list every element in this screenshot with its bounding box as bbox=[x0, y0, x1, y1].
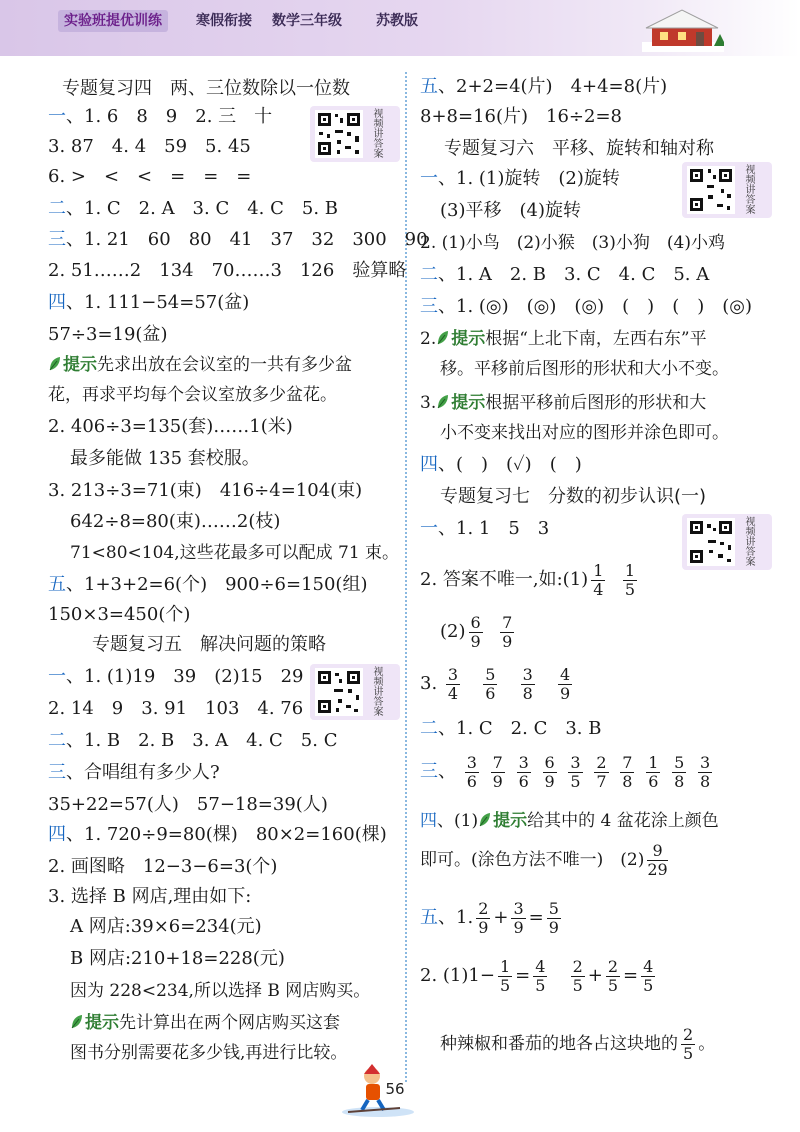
tip-leaf-icon bbox=[436, 330, 450, 346]
answer-line: 种辣椒和番茄的地各占这块地的 bbox=[440, 1034, 678, 1054]
q-num-3: 三 bbox=[420, 296, 438, 317]
answer-line: 、1. A 2. B 3. C 4. C 5. A bbox=[438, 264, 710, 285]
series-brand: 实验班提优训练 bbox=[58, 10, 168, 32]
q-num-5: 五 bbox=[420, 76, 438, 97]
answer-line: A 网店:39×6=234(元) bbox=[70, 916, 262, 937]
q-num-3: 三 bbox=[48, 229, 66, 250]
tip-text: 给其中的 4 盆花涂上颜色 bbox=[527, 811, 719, 831]
answer-line: 2. 画图略 12−3−6=3(个) bbox=[48, 856, 278, 877]
qr-caption: 视频讲答案 bbox=[371, 666, 382, 716]
qr-code-video-answer[interactable] bbox=[310, 664, 400, 720]
answer-line: (3)平移 (4)旋转 bbox=[440, 200, 581, 221]
fraction: $\frac{2}{9}$ bbox=[478, 898, 489, 937]
answer-line: 642÷8=80(束)……2(枝) bbox=[70, 511, 281, 532]
tip-leaf-icon bbox=[478, 812, 492, 828]
q-num-5: 五 bbox=[48, 574, 66, 595]
fraction: $\frac{1}{6}$ bbox=[648, 752, 659, 791]
fraction: $\frac{3}{5}$ bbox=[570, 752, 581, 791]
section-title-7: 专题复习七 分数的初步认识(一) bbox=[440, 486, 707, 507]
fraction: $\frac{3}{8}$ bbox=[700, 752, 711, 791]
q-num-4: 四 bbox=[48, 824, 66, 845]
series-label: 寒假衔接 bbox=[196, 13, 252, 29]
answer-line: 即可。(涂色方法不唯一) (2) bbox=[420, 850, 645, 870]
answer-line: 、1. 21 60 80 41 37 32 300 90 bbox=[66, 229, 428, 250]
column-divider bbox=[405, 72, 407, 1082]
fraction: $\frac{2}{5}$ bbox=[683, 1025, 694, 1063]
answer-line: 、1. (◎) (◎) (◎) ( ) ( ) (◎) bbox=[438, 296, 752, 317]
answer-line: 、1. (1)旋转 (2)旋转 bbox=[438, 168, 620, 189]
answer-line: 、1+3+2=6(个) 900÷6=150(组) bbox=[66, 574, 368, 595]
fraction: $\frac{1}{5}$ bbox=[624, 560, 636, 599]
fraction: $\frac{5}{6}$ bbox=[485, 664, 496, 703]
qr-code-icon bbox=[315, 668, 363, 716]
q-num-3: 三 bbox=[48, 762, 66, 783]
fraction: $\frac{7}{9}$ bbox=[492, 752, 503, 791]
answer-line: 71<80<104,这些花最多可以配成 71 束。 bbox=[70, 543, 400, 563]
answer-line: 150×3=450(个) bbox=[48, 604, 191, 625]
qr-caption: 视频讲答案 bbox=[743, 516, 754, 566]
fraction: $\frac{7}{8}$ bbox=[622, 752, 633, 791]
qr-code-icon bbox=[315, 110, 363, 158]
answer-line: 、1. 720÷9=80(棵) 80×2=160(棵) bbox=[66, 824, 387, 845]
tip-label: 提示 bbox=[63, 355, 97, 375]
fraction: $\frac{4}{5}$ bbox=[643, 956, 654, 995]
q-num-1: 一 bbox=[48, 106, 66, 127]
answer-line: 2. bbox=[420, 329, 437, 349]
fraction: $\frac{5}{9}$ bbox=[548, 898, 559, 937]
fraction: $\frac{3}{4}$ bbox=[447, 664, 459, 703]
answer-line: 3. bbox=[420, 393, 437, 413]
tip-text: 花，再求平均每个会议室放多少盆花。 bbox=[48, 385, 337, 405]
answer-line: 、1. 6 8 9 2. 三 十 bbox=[66, 106, 273, 127]
fraction: $\frac{6}{9}$ bbox=[544, 752, 555, 791]
subject-label: 数学三年级 bbox=[272, 13, 342, 29]
answer-line: 、1. C 2. C 3. B bbox=[438, 718, 602, 739]
fraction: $\frac{4}{5}$ bbox=[535, 956, 546, 995]
answer-line: B 网店:210+18=228(元) bbox=[70, 948, 285, 969]
answer-line: 、1. 1 5 3 bbox=[438, 518, 550, 539]
page-number: 56 bbox=[385, 1080, 405, 1098]
answer-line: 2. (1)1− bbox=[420, 965, 495, 986]
section-title-6: 专题复习六 平移、旋转和轴对称 bbox=[444, 138, 714, 159]
section-title-4: 专题复习四 两、三位数除以一位数 bbox=[62, 78, 350, 99]
q-num-1: 一 bbox=[48, 666, 66, 687]
answer-line: 、(1) bbox=[437, 811, 479, 831]
fraction: $\frac{3}{8}$ bbox=[522, 664, 533, 703]
page-header bbox=[0, 0, 800, 56]
qr-code-video-answer[interactable] bbox=[682, 162, 772, 218]
answer-line: 3. bbox=[420, 673, 438, 694]
fraction: $\frac{5}{8}$ bbox=[674, 752, 685, 791]
fraction: $\frac{2}{5}$ bbox=[607, 956, 619, 995]
fraction: $\frac{3}{6}$ bbox=[466, 752, 477, 791]
answer-line: 、 bbox=[438, 761, 456, 782]
tip-text: 图书分别需要花多少钱,再进行比较。 bbox=[70, 1043, 348, 1063]
tip-label: 提示 bbox=[493, 811, 528, 831]
answer-line: 、( ) (✓) ( ) bbox=[438, 454, 582, 475]
fraction: $\frac{3}{6}$ bbox=[518, 752, 529, 791]
tip-text: 小不变来找出对应的图形并涂色即可。 bbox=[440, 423, 729, 443]
fraction: $\frac{2}{5}$ bbox=[572, 956, 583, 995]
qr-code-icon bbox=[687, 518, 735, 566]
tip-text: 移。平移前后图形的形状和大小不变。 bbox=[440, 359, 729, 379]
q-num-4: 四 bbox=[48, 292, 66, 313]
qr-caption: 视频讲答案 bbox=[743, 164, 754, 214]
fraction: $\frac{3}{9}$ bbox=[513, 898, 524, 937]
answer-line: 6. > < < = = = bbox=[48, 166, 252, 187]
fraction: $\frac{1}{5}$ bbox=[499, 956, 511, 995]
tip-label: 提示 bbox=[451, 329, 486, 349]
q-num-4: 四 bbox=[420, 811, 437, 831]
fraction: $\frac{1}{4}$ bbox=[593, 560, 604, 599]
answer-line: 3. 选择 B 网店,理由如下: bbox=[48, 886, 252, 907]
fraction: $\frac{4}{9}$ bbox=[560, 664, 571, 703]
answer-line: 、1. bbox=[438, 907, 474, 928]
answer-line: 57÷3=19(盆) bbox=[48, 324, 168, 345]
answer-line: 、合唱组有多少人? bbox=[66, 762, 220, 783]
answer-line: 2. 406÷3=135(套)……1(米) bbox=[48, 416, 293, 437]
fraction: $\frac{7}{9}$ bbox=[502, 612, 513, 651]
tip-text: 先计算出在两个网店购买这套 bbox=[119, 1013, 340, 1033]
answer-line: 最多能做 135 套校服。 bbox=[70, 448, 260, 469]
q-num-3: 三 bbox=[420, 761, 438, 782]
edition-label: 苏教版 bbox=[376, 13, 418, 29]
q-num-4: 四 bbox=[420, 454, 438, 475]
snow-house-illustration bbox=[642, 8, 724, 52]
answer-line: 3. 87 4. 4 59 5. 45 bbox=[48, 136, 251, 157]
fraction: $\frac{2}{7}$ bbox=[596, 752, 607, 791]
qr-code-video-answer[interactable] bbox=[310, 106, 400, 162]
tip-text: 先求出放在会议室的一共有多少盆 bbox=[97, 355, 352, 375]
tip-leaf-icon bbox=[48, 356, 62, 372]
qr-code-icon bbox=[687, 166, 735, 214]
q-num-1: 一 bbox=[420, 518, 438, 539]
answer-line: 、1. 111−54=57(盆) bbox=[66, 292, 250, 313]
answer-line: 2. (1)小鸟 (2)小猴 (3)小狗 (4)小鸡 bbox=[420, 233, 725, 253]
tip-text: 根据平移前后图形的形状和大 bbox=[485, 393, 707, 413]
q-num-1: 一 bbox=[420, 168, 438, 189]
answer-line: 3. 213÷3=71(束) 416÷4=104(束) bbox=[48, 480, 363, 501]
tip-leaf-icon bbox=[436, 394, 450, 410]
tip-label: 提示 bbox=[85, 1013, 119, 1033]
tip-text: 根据“上北下南，左西右东”平 bbox=[485, 329, 707, 349]
answer-line: (2) bbox=[440, 621, 466, 642]
q-num-2: 二 bbox=[48, 730, 66, 751]
fraction: $\frac{6}{9}$ bbox=[470, 612, 481, 651]
answer-line: 、1. (1)19 39 (2)15 29 bbox=[66, 666, 304, 687]
answer-line: 35+22=57(人) 57−18=39(人) bbox=[48, 794, 328, 815]
qr-code-video-answer[interactable] bbox=[682, 514, 772, 570]
q-num-2: 二 bbox=[420, 718, 438, 739]
tip-leaf-icon bbox=[70, 1014, 84, 1030]
answer-line: 因为 228<234,所以选择 B 网店购买。 bbox=[70, 981, 371, 1001]
answer-line: 2. 14 9 3. 91 103 4. 76 bbox=[48, 698, 304, 719]
q-num-5: 五 bbox=[420, 907, 438, 928]
qr-caption: 视频讲答案 bbox=[371, 108, 382, 158]
section-title-5: 专题复习五 解决问题的策略 bbox=[92, 634, 326, 655]
answer-line: 、1. C 2. A 3. C 4. C 5. B bbox=[66, 198, 339, 219]
fraction: $\frac{9}{29}$ bbox=[647, 841, 668, 879]
answer-line: 、1. B 2. B 3. A 4. C 5. C bbox=[66, 730, 338, 751]
tip-label: 提示 bbox=[451, 393, 486, 413]
q-num-2: 二 bbox=[420, 264, 438, 285]
answer-line: 2. 答案不唯一,如:(1) bbox=[420, 569, 589, 590]
answer-line: 、2+2=4(片) 4+4=8(片) bbox=[438, 76, 668, 97]
answer-line: 8+8=16(片) 16÷2=8 bbox=[420, 106, 622, 127]
q-num-2: 二 bbox=[48, 198, 66, 219]
answer-line: 2. 51……2 134 70……3 126 验算略 bbox=[48, 260, 407, 281]
